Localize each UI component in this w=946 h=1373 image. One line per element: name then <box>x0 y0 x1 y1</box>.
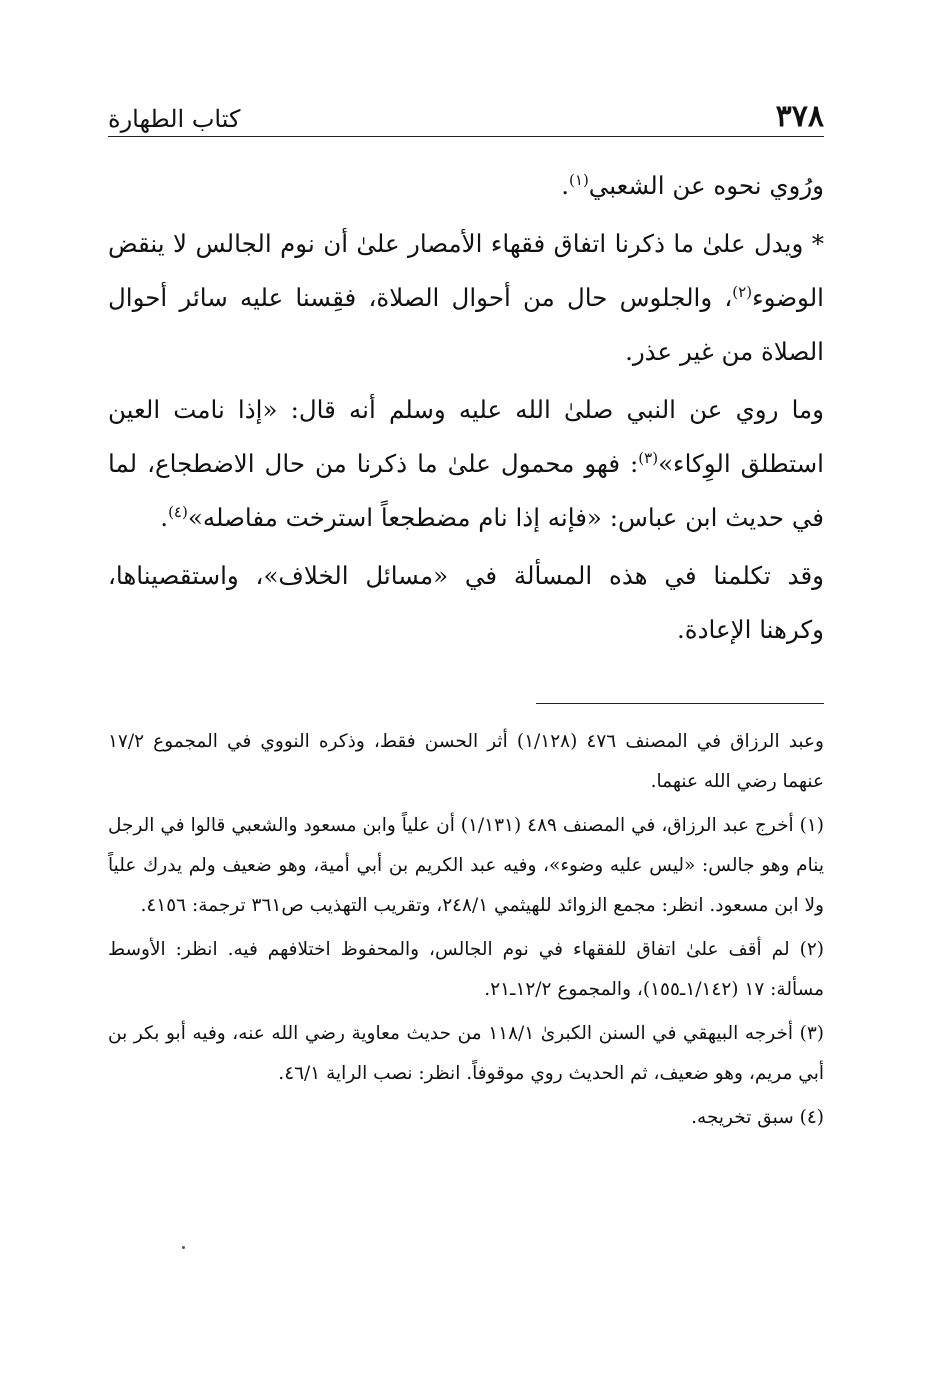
footnote-3: (٣) أخرجه البيهقي في السنن الكبرىٰ ١١٨/١ من حديث معاوية رضي الله عنه، وفيه أبو بكر بن أبي مريم، وهو ضعيف، ثم الحديث روي موقوفاً. انظر: نصب الراية ٤٦/١. <box>108 1023 824 1084</box>
paragraph-2 <box>108 217 824 379</box>
page-header <box>108 92 824 137</box>
book-page <box>108 92 824 1142</box>
footnote-ref-4[interactable]: (٤) <box>168 502 188 521</box>
paragraph-1-end: . <box>561 171 570 200</box>
paragraph-2-text-b: ، والجلوس حال من أحوال الصلاة، فقِسنا عليه سائر أحوال الصلاة من غير عذر. <box>108 283 824 366</box>
paragraph-3-text-a: وما روي عن النبي صلىٰ الله عليه وسلم أنه قال: «إذا نامت العين استطلق الوِكاء» <box>108 395 824 478</box>
page-number: ٣٧٨ <box>775 99 824 134</box>
paragraph-4: وقد تكلمنا في هذه المسألة في «مسائل الخلاف»، واستقصيناها، وكرهنا الإعادة. <box>108 561 824 644</box>
running-title: كتاب الطهارة <box>108 105 241 133</box>
footnote-4: (٤) سبق تخريجه. <box>691 1107 824 1128</box>
paragraph-3-text-b: : فهو محمول علىٰ ما ذكرنا من حال الاضطجاع، لما في حديث ابن عباس: «فإنه إذا نام مضطجعاً استرخت مفاصله» <box>108 449 824 532</box>
scan-speck <box>182 1246 185 1249</box>
paragraph-1-text: ورُوي نحوه عن الشعبي <box>588 171 824 200</box>
footnote-1: (١) أخرج عبد الرزاق، في المصنف ٤٨٩ (١/١٣١) أن علياً وابن مسعود والشعبي قالوا في الرجل ينام وهو جالس: «ليس عليه وضوء»، وفيه عبد الكريم بن أبي أمية، وهو ضعيف ولم يدرك علياً ولا ابن مسعود. انظر: مجمع الزوائد للهيثمي ٢٤٨/١، وتقريب التهذيب ص٣٦١ ترجمة: ٤١٥٦. <box>108 815 824 916</box>
footnote-continuation: وعبد الرزاق في المصنف ٤٧٦ (١/١٢٨) أثر الحسن فقط، وذكره النووي في المجموع ١٧/٢ عنهما رضي الله عنهما. <box>108 731 824 792</box>
footnote-2: (٢) لم أقف علىٰ اتفاق للفقهاء في نوم الجالس، والمحفوظ اختلافهم فيه. انظر: الأوسط مسألة: ١٧ (١/١٤٢ـ١٥٥)، والمجموع ١٢/٢ـ٢١. <box>108 939 824 1000</box>
paragraph-3-end: . <box>160 503 169 532</box>
paragraph-3 <box>108 383 824 545</box>
paragraph-2-text-a: * ويدل علىٰ ما ذكرنا اتفاق فقهاء الأمصار علىٰ أن نوم الجالس لا ينقض الوضوء <box>108 229 824 312</box>
footnote-ref-1[interactable]: (١) <box>569 170 589 189</box>
footnote-ref-3[interactable]: (٣) <box>638 448 659 467</box>
footnote-ref-2[interactable]: (٢) <box>732 282 753 301</box>
footnote-separator <box>536 703 824 704</box>
footnotes <box>108 722 824 1138</box>
paragraph-1 <box>108 159 824 213</box>
main-text <box>108 159 824 657</box>
